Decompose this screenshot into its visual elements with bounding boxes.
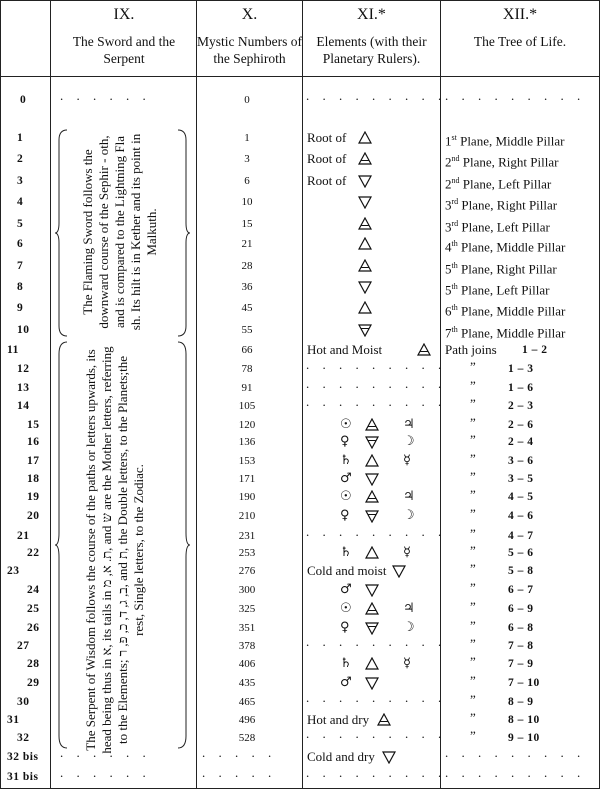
row-key: 23 (7, 565, 20, 577)
dot-leader: . . . . . . . . . (306, 376, 447, 391)
path-pair: 2 – 3 (508, 400, 534, 412)
ditto-mark: ” (470, 710, 476, 725)
dot-leader: . . . . . . . . . (445, 765, 586, 780)
venus-icon: ♀ (340, 620, 350, 635)
mystic-number: 21 (241, 238, 253, 250)
path-pair: 1 – 2 (522, 344, 548, 356)
row-key: 5 (17, 218, 24, 230)
header-xii-title: The Tree of Life. (473, 34, 567, 49)
mystic-number: 435 (238, 677, 256, 689)
flaming-sword-text: The Flaming Sword follows the downward course of the Sephir - oth, and is compared to the Lightning Fla sh. Its hilt is in Kether and its point in Malkuth. (80, 133, 159, 331)
water-triangle-icon (358, 195, 372, 209)
row-key: 9 (17, 302, 24, 314)
mystic-number: 78 (241, 363, 253, 375)
path-pair: 7 – 10 (508, 677, 540, 689)
mystic-number: 351 (238, 622, 256, 634)
jupiter-icon: ♃ (403, 489, 415, 504)
fire-triangle-icon (365, 454, 379, 468)
mystic-number: 105 (238, 400, 256, 412)
path-pair: 6 – 8 (508, 622, 534, 634)
path-pair: 7 – 8 (508, 640, 534, 652)
mercury-icon: ☿ (403, 453, 411, 468)
ditto-mark: ” (470, 526, 476, 541)
saturn-icon: ♄ (340, 545, 352, 560)
row-key: 13 (17, 382, 30, 394)
dot-leader: . . . . . . . . . (306, 634, 447, 649)
saturn-icon: ♄ (340, 453, 352, 468)
dot-leader: . . . . . . (60, 765, 151, 780)
air-triangle-icon (358, 152, 372, 166)
saturn-icon: ♄ (340, 656, 352, 671)
moon-icon: ☽ (403, 508, 415, 523)
left-brace-serpent (55, 340, 69, 750)
header-ix-number: IX. (113, 6, 135, 23)
mystic-number: 231 (238, 530, 256, 542)
path-pair: 4 – 7 (508, 530, 534, 542)
row-key: 12 (17, 363, 30, 375)
mystic-number: 1 (244, 132, 250, 144)
path-pair: 3 – 5 (508, 473, 534, 485)
mystic-number: 45 (241, 302, 253, 314)
row-key: 2 (17, 153, 24, 165)
moon-icon: ☽ (403, 434, 415, 449)
row-key: 11 (7, 344, 19, 356)
water-triangle-icon (365, 472, 379, 486)
mystic-number: 10 (241, 196, 253, 208)
row-key: 29 (27, 677, 40, 689)
element-label: Hot and dry (307, 712, 370, 727)
path-pair: 1 – 6 (508, 382, 534, 394)
water-triangle-icon (365, 676, 379, 690)
ditto-mark: ” (470, 618, 476, 633)
header-x (197, 6, 302, 67)
mystic-number: 120 (238, 419, 256, 431)
tree-of-life-plane: 1st Plane, Middle Pillar (445, 133, 565, 149)
row-key: 22 (27, 547, 40, 559)
path-pair: 4 – 5 (508, 491, 534, 503)
mystic-number: 528 (238, 732, 256, 744)
mystic-number: 378 (238, 640, 256, 652)
ditto-mark: ” (470, 359, 476, 374)
row-key: 16 (27, 436, 40, 448)
mystic-number: 15 (241, 218, 253, 230)
mystic-number: 253 (238, 547, 256, 559)
moon-icon: ☽ (403, 620, 415, 635)
ditto-mark: ” (470, 487, 476, 502)
row-key: 7 (17, 260, 24, 272)
fire-triangle-icon (358, 301, 372, 315)
mars-icon: ♂ (340, 675, 352, 690)
air-triangle-icon (377, 713, 391, 727)
row-key: 31 bis (7, 771, 39, 783)
air-triangle-icon (365, 490, 379, 504)
row-key: 26 (27, 622, 40, 634)
dot-leader: . . . . . . (60, 745, 151, 760)
dot-leader: . . . . . . . . . (306, 357, 447, 372)
dot-leader: . . . . . (202, 765, 277, 780)
venus-icon: ♀ (340, 508, 350, 523)
jupiter-icon: ♃ (403, 601, 415, 616)
header-ix (52, 6, 196, 67)
header-xi-title: Elements (with their Planetary Rulers). (316, 34, 427, 66)
dot-leader: . . . . . . . . . (306, 524, 447, 539)
dot-leader: . . . . . . . . . (306, 690, 447, 705)
earth-triangle-icon (365, 509, 379, 523)
element-label: Root of (307, 151, 347, 166)
dot-leader: . . . . . . . . . (445, 745, 586, 760)
water-triangle-icon (365, 583, 379, 597)
row-key: 20 (27, 510, 40, 522)
column-divider (50, 0, 51, 789)
row-key: 4 (17, 196, 24, 208)
tree-of-life-plane: 6th Plane, Middle Pillar (445, 303, 566, 319)
row-key: 17 (27, 455, 40, 467)
tree-of-life-plane: 7th Plane, Middle Pillar (445, 325, 566, 341)
serpent-of-wisdom-text: The Serpent of Wisdom follows the course of the paths or letters upwards, its head being thus in א, its tails in ת. א, מ, and ש are the Mother letters, referring to the Elements; ב, ג, ד, כ, פ, ר, and ת, the Double letters, to the Planets;the rest, Single letters, to the Zodiac. (83, 346, 146, 754)
header-xii-number: XII.* (502, 6, 538, 23)
mars-icon: ♂ (340, 471, 352, 486)
header-x-title: Mystic Numbers of the Sephiroth (197, 34, 302, 66)
row-key: 32 (17, 732, 30, 744)
path-pair: 9 – 10 (508, 732, 540, 744)
air-triangle-icon (365, 602, 379, 616)
tree-of-life-plane: 4th Plane, Middle Pillar (445, 239, 566, 255)
ditto-mark: ” (470, 415, 476, 430)
ditto-mark: ” (470, 692, 476, 707)
mystic-number: 28 (241, 260, 253, 272)
row-key: 24 (27, 584, 40, 596)
row-key: 27 (17, 640, 30, 652)
row-key: 6 (17, 238, 24, 250)
table-border (0, 0, 1, 789)
dot-leader: . . . . . (202, 745, 277, 760)
water-triangle-icon (358, 174, 372, 188)
sun-icon: ☉ (340, 489, 352, 504)
tree-of-life-plane: 2nd Plane, Right Pillar (445, 154, 559, 170)
path-pair: 6 – 7 (508, 584, 534, 596)
row-key: 8 (17, 281, 24, 293)
header-ix-title: The Sword and the Serpent (72, 34, 176, 66)
path-pair: 7 – 9 (508, 658, 534, 670)
jupiter-icon: ♃ (403, 417, 415, 432)
row-key: 32 bis (7, 751, 39, 763)
dot-leader: . . . . . . . . . (306, 765, 447, 780)
venus-icon: ♀ (340, 434, 350, 449)
element-label: Hot and Moist (307, 342, 383, 357)
water-triangle-icon (358, 280, 372, 294)
header-xi-number: XI.* (357, 6, 386, 23)
path-pair: 2 – 6 (508, 419, 534, 431)
mystic-number: 3 (244, 153, 250, 165)
element-label: Cold and dry (307, 749, 375, 764)
tree-of-life-plane: 2nd Plane, Left Pillar (445, 176, 552, 192)
ditto-mark: ” (470, 673, 476, 688)
ditto-mark: ” (470, 599, 476, 614)
row-key: 3 (17, 175, 24, 187)
ditto-mark: ” (470, 728, 476, 743)
fire-triangle-icon (365, 657, 379, 671)
dot-leader: . . . . . . . . . (306, 88, 447, 103)
row-key: 18 (27, 473, 40, 485)
earth-triangle-icon (365, 621, 379, 635)
path-pair: 2 – 4 (508, 436, 534, 448)
path-pair: 5 – 8 (508, 565, 534, 577)
row-key: 19 (27, 491, 40, 503)
mercury-icon: ☿ (403, 656, 411, 671)
row-key: 31 (7, 714, 20, 726)
ditto-mark: ” (470, 432, 476, 447)
path-pair: 4 – 6 (508, 510, 534, 522)
mystic-number: 325 (238, 603, 256, 615)
ditto-mark: ” (470, 469, 476, 484)
mystic-number: 91 (241, 382, 253, 394)
row-key: 10 (17, 324, 30, 336)
earth-triangle-icon (365, 435, 379, 449)
ditto-mark: ” (470, 506, 476, 521)
row-key: 21 (17, 530, 30, 542)
mystic-number: 276 (238, 565, 256, 577)
air-triangle-icon (358, 259, 372, 273)
mars-icon: ♂ (340, 582, 352, 597)
mystic-number: 0 (244, 94, 250, 106)
fire-triangle-icon (365, 546, 379, 560)
row-key: 1 (17, 132, 24, 144)
mystic-number: 300 (238, 584, 256, 596)
air-triangle-icon (417, 343, 431, 357)
tree-of-life-plane: 3rd Plane, Left Pillar (445, 219, 550, 235)
path-pair: 8 – 9 (508, 696, 534, 708)
right-brace-sword (176, 128, 190, 338)
header-rule (0, 76, 600, 77)
ditto-mark: ” (470, 636, 476, 651)
mystic-number: 190 (238, 491, 256, 503)
fire-triangle-icon (358, 237, 372, 251)
dot-leader: . . . . . . (60, 88, 151, 103)
mystic-number: 6 (244, 175, 250, 187)
tree-of-life-plane: 3rd Plane, Right Pillar (445, 197, 558, 213)
mystic-number: 36 (241, 281, 253, 293)
ditto-mark: ” (470, 654, 476, 669)
water-triangle-icon (382, 750, 396, 764)
sun-icon: ☉ (340, 417, 352, 432)
dot-leader: . . . . . . . . . (306, 394, 447, 409)
mystic-number: 406 (238, 658, 256, 670)
ditto-mark: ” (470, 396, 476, 411)
row-key: 28 (27, 658, 40, 670)
mystic-number: 55 (241, 324, 253, 336)
fire-triangle-icon (358, 131, 372, 145)
table-top-rule (0, 0, 600, 1)
mystic-number: 171 (238, 473, 256, 485)
row-key: 14 (17, 400, 30, 412)
header-x-number: X. (241, 6, 258, 23)
mystic-number: 66 (241, 344, 253, 356)
column-divider (302, 0, 303, 789)
row-key: 15 (27, 419, 40, 431)
ditto-mark: ” (470, 543, 476, 558)
air-triangle-icon (358, 217, 372, 231)
earth-triangle-icon (358, 323, 372, 337)
element-label: Root of (307, 173, 347, 188)
row-key: 30 (17, 696, 30, 708)
mystic-number: 136 (238, 436, 256, 448)
dot-leader: . . . . . . . . . (445, 88, 586, 103)
element-label: Cold and moist (307, 563, 387, 578)
ditto-mark: ” (470, 378, 476, 393)
path-pair: 8 – 10 (508, 714, 540, 726)
right-brace-serpent (176, 340, 190, 750)
path-pair: 3 – 6 (508, 455, 534, 467)
row-key: 0 (20, 94, 27, 106)
air-triangle-icon (365, 418, 379, 432)
left-brace-sword (55, 128, 69, 338)
path-pair: 6 – 9 (508, 603, 534, 615)
path-pair: 5 – 6 (508, 547, 534, 559)
tree-of-life-plane: 5th Plane, Right Pillar (445, 261, 557, 277)
dot-leader: . . . . . . . . . (306, 726, 447, 741)
water-triangle-icon (392, 564, 406, 578)
header-xi (303, 6, 440, 67)
path-pair: 1 – 3 (508, 363, 534, 375)
ditto-mark: ” (470, 561, 476, 576)
mystic-number: 496 (238, 714, 256, 726)
element-label: Root of (307, 130, 347, 145)
tree-of-life-plane: 5th Plane, Left Pillar (445, 282, 550, 298)
ditto-mark: ” (470, 451, 476, 466)
mercury-icon: ☿ (403, 545, 411, 560)
mystic-number: 465 (238, 696, 256, 708)
ditto-mark: ” (470, 580, 476, 595)
path-joins-label: Path joins (445, 342, 497, 357)
header-xii (441, 6, 599, 50)
row-key: 25 (27, 603, 40, 615)
mystic-number: 153 (238, 455, 256, 467)
sun-icon: ☉ (340, 601, 352, 616)
mystic-number: 210 (238, 510, 256, 522)
